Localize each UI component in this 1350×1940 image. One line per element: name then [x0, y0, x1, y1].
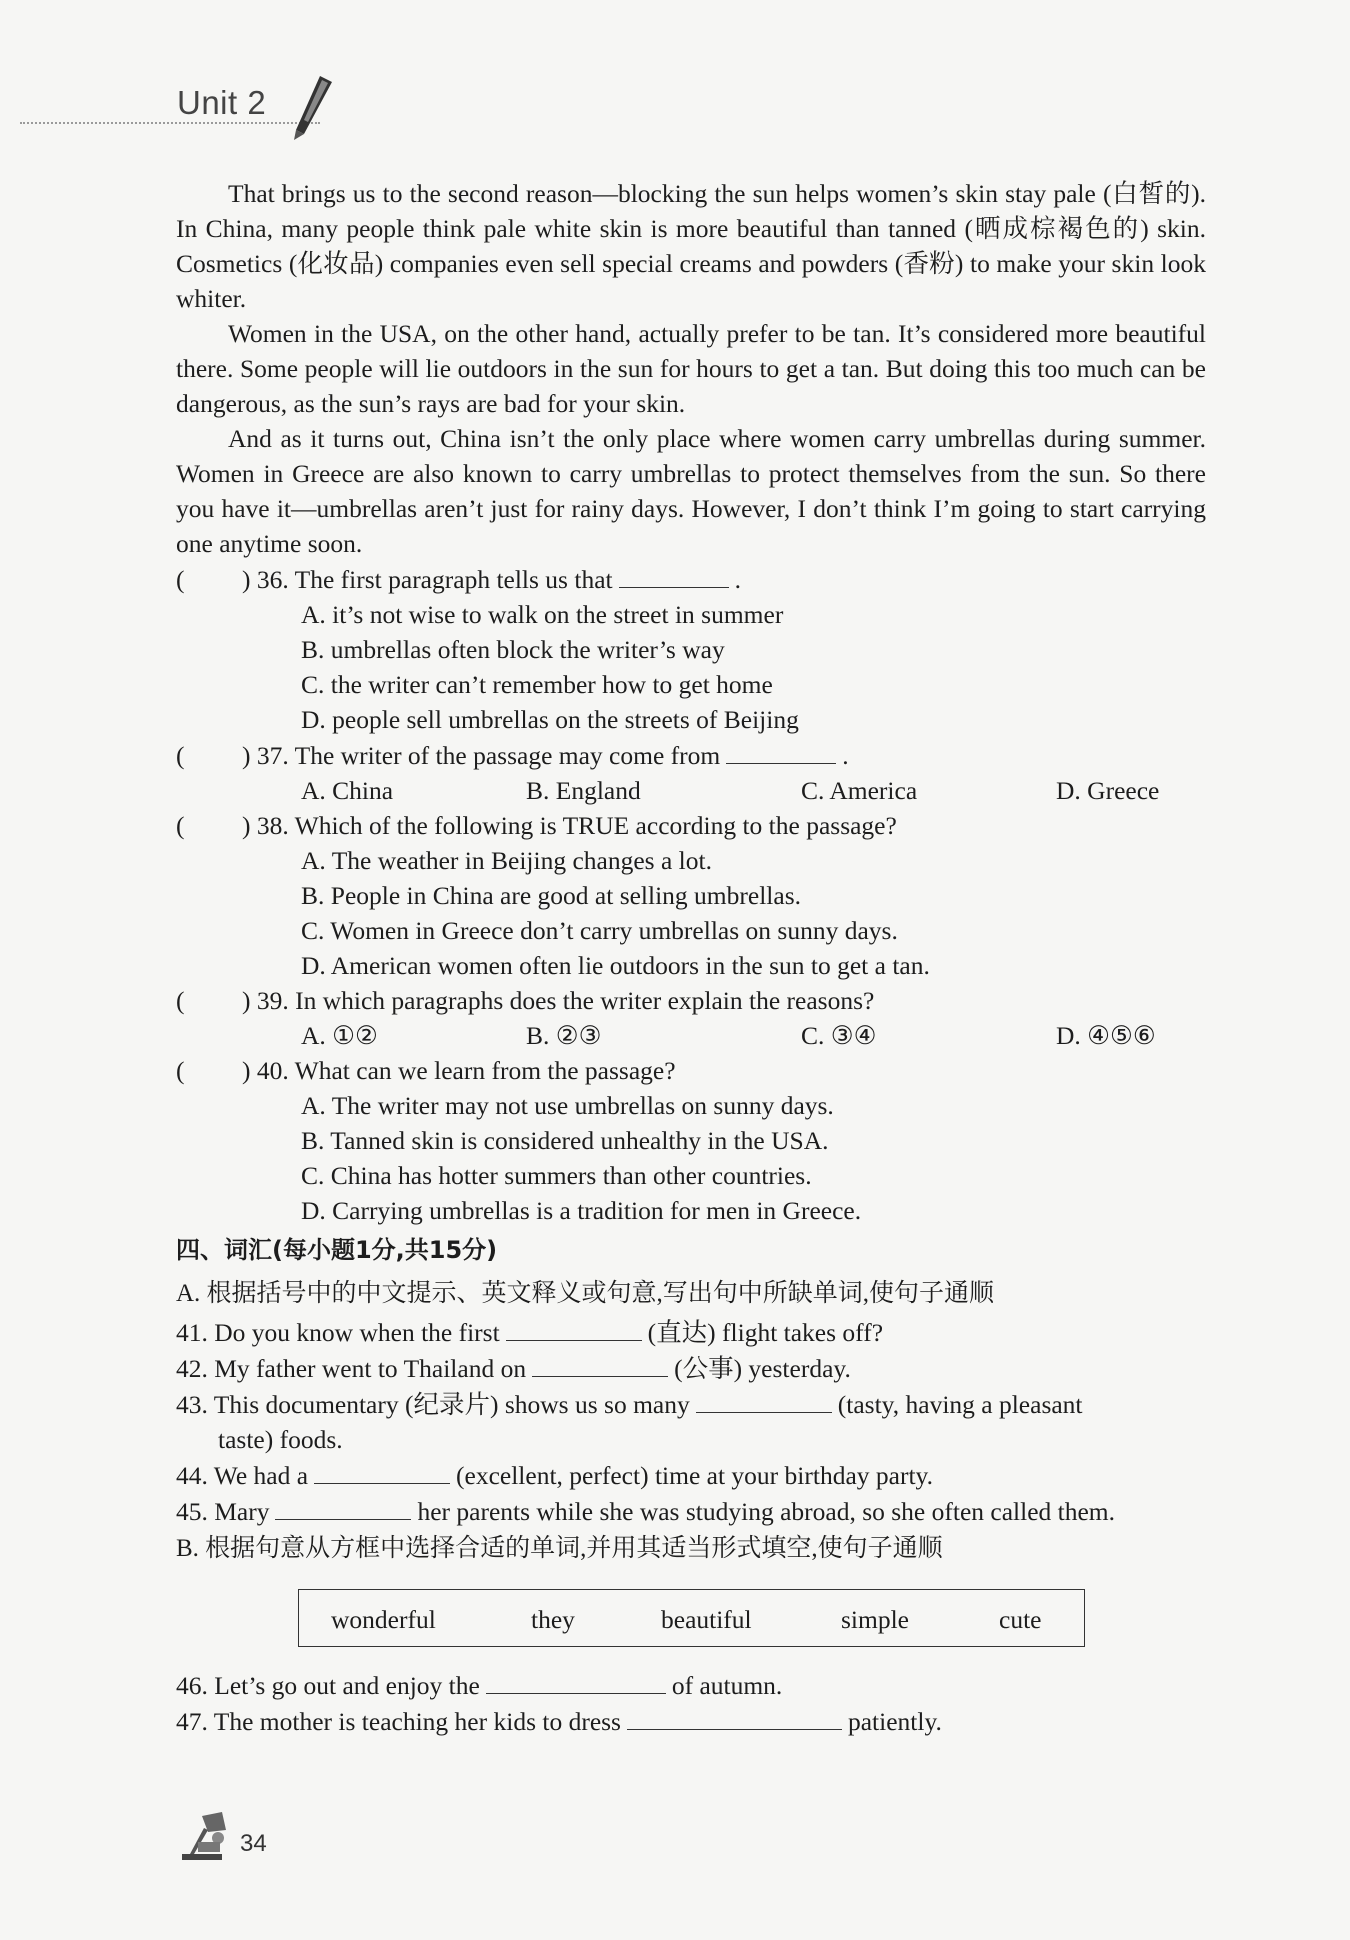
item-text: 42. My father went to Thailand on — [176, 1354, 527, 1383]
item-text: 43. This documentary (纪录片) shows us so many — [176, 1390, 690, 1419]
item-text: 46. Let’s go out and enjoy the — [176, 1671, 480, 1700]
part-a-instruction: A. 根据括号中的中文提示、英文释义或句意,写出句中所缺单词,使句子通顺 — [176, 1280, 995, 1307]
answer-bracket[interactable]: ( — [176, 741, 185, 770]
option: D. American women often lie outdoors in the sun to get a tan. — [301, 951, 930, 980]
item-text: 47. The mother is teaching her kids to dress — [176, 1707, 621, 1736]
section-title: 四、词汇(每小题1分,共15分) — [176, 1236, 498, 1264]
answer-blank[interactable] — [275, 1493, 411, 1520]
option: A. The weather in Beijing changes a lot. — [301, 846, 712, 875]
answer-bracket[interactable]: ( — [176, 565, 185, 594]
option: B. People in China are good at selling umbrellas. — [301, 881, 801, 910]
word-bank-item: cute — [999, 1605, 1042, 1634]
page-content — [176, 176, 1206, 1739]
page-number: 34 — [240, 1830, 267, 1857]
answer-bracket[interactable]: ( — [176, 811, 185, 840]
option: A. The writer may not use umbrellas on sunny days. — [301, 1091, 834, 1120]
stem-end: . — [842, 741, 849, 770]
item-text: 44. We had a — [176, 1461, 309, 1490]
item-44 — [176, 1457, 1206, 1493]
item-text: (excellent, perfect) time at your birthday party. — [456, 1461, 933, 1490]
word-bank-item: beautiful — [661, 1605, 752, 1634]
option-row — [176, 1018, 1206, 1053]
word-bank-box — [298, 1589, 1085, 1647]
option: D. people sell umbrellas on the streets of Beijing — [301, 705, 799, 734]
option: A. ①② — [301, 1021, 378, 1050]
option: C. America — [801, 776, 918, 805]
passage-paragraph: Women in the USA, on the other hand, actually prefer to be tan. It’s considered more beautiful there. Some people will lie outdoors in the sun for hours to get a tan. But doing this too much can be dangerous, as the sun’s rays are bad for your skin. — [176, 319, 1206, 418]
desk-lamp-icon — [178, 1808, 236, 1864]
option: C. China has hotter summers than other countries. — [301, 1161, 812, 1190]
item-text: of autumn. — [671, 1671, 783, 1700]
item-43-continued: taste) foods. — [218, 1425, 343, 1454]
item-text: 41. Do you know when the first — [176, 1318, 500, 1347]
option: B. umbrellas often block the writer’s way — [301, 635, 725, 664]
item-42 — [176, 1350, 1206, 1386]
option: C. the writer can’t remember how to get home — [301, 670, 773, 699]
option: A. it’s not wise to walk on the street in summer — [301, 600, 784, 629]
question-stem: ) 40. What can we learn from the passage? — [242, 1056, 676, 1085]
option: B. Tanned skin is considered unhealthy in the USA. — [301, 1126, 829, 1155]
question-38 — [176, 808, 1206, 843]
pen-icon — [282, 72, 342, 142]
question-39 — [176, 983, 1206, 1018]
word-bank-item: wonderful — [331, 1605, 436, 1634]
item-46 — [176, 1667, 1206, 1703]
option: C. Women in Greece don’t carry umbrellas on sunny days. — [301, 916, 898, 945]
item-text: 45. Mary — [176, 1497, 270, 1526]
part-b-instruction: B. 根据句意从方框中选择合适的单词,并用其适当形式填空,使句子通顺 — [176, 1535, 943, 1562]
question-stem: ) 38. Which of the following is TRUE according to the passage? — [242, 811, 897, 840]
option: B. England — [526, 776, 641, 805]
option: D. ④⑤⑥ — [1056, 1021, 1156, 1050]
page-footer — [178, 1808, 298, 1868]
question-stem: ) 39. In which paragraphs does the writer explain the reasons? — [242, 986, 875, 1015]
question-37 — [176, 737, 1206, 773]
item-text: (直达) flight takes off? — [647, 1318, 884, 1347]
item-text: patiently. — [847, 1707, 942, 1736]
answer-blank[interactable] — [619, 561, 729, 588]
option: A. China — [301, 776, 394, 805]
item-45 — [176, 1493, 1206, 1529]
option-row — [176, 773, 1206, 808]
word-bank-item: simple — [841, 1605, 909, 1634]
item-43 — [176, 1386, 1206, 1422]
answer-blank[interactable] — [486, 1667, 666, 1694]
item-text: (tasty, having a pleasant — [837, 1390, 1083, 1419]
item-47 — [176, 1703, 1206, 1739]
answer-blank[interactable] — [726, 737, 836, 764]
item-text: (公事) yesterday. — [674, 1354, 851, 1383]
option: C. ③④ — [801, 1021, 877, 1050]
option: B. ②③ — [526, 1021, 602, 1050]
item-41 — [176, 1314, 1206, 1350]
option: D. Carrying umbrellas is a tradition for men in Greece. — [301, 1196, 862, 1225]
passage-paragraph: And as it turns out, China isn’t the only place where women carry umbrellas during summer. Women in Greece are also known to carry umbrellas to protect themselves from the sun. So there you have it—umbrellas aren’t just for rainy days. However, I don’t think I’m going to start carrying one anytime soon. — [176, 424, 1206, 558]
question-40 — [176, 1053, 1206, 1088]
word-bank-item: they — [531, 1605, 575, 1634]
answer-bracket[interactable]: ( — [176, 986, 185, 1015]
passage-paragraph: That brings us to the second reason—blocking the sun helps women’s skin stay pale (白皙的). In China, many people think pale white skin is more beautiful than tanned (晒成棕褐色的) skin. Cosmetics (化妆品) companies even sell special creams and powders (香粉) to make your skin look whiter. — [176, 179, 1206, 313]
page-header — [20, 70, 580, 130]
option: D. Greece — [1056, 776, 1160, 805]
answer-bracket[interactable]: ( — [176, 1056, 185, 1085]
question-stem: ) 36. The first paragraph tells us that — [242, 565, 613, 594]
answer-blank[interactable] — [532, 1350, 668, 1377]
question-stem: ) 37. The writer of the passage may come from — [242, 741, 721, 770]
answer-blank[interactable] — [627, 1703, 842, 1730]
question-36 — [176, 561, 1206, 597]
answer-blank[interactable] — [696, 1386, 832, 1413]
stem-end: . — [734, 565, 741, 594]
header-divider — [20, 122, 320, 124]
item-text: her parents while she was studying abroad, so she often called them. — [417, 1497, 1115, 1526]
answer-blank[interactable] — [506, 1314, 642, 1341]
unit-title: Unit 2 — [177, 84, 267, 121]
answer-blank[interactable] — [314, 1457, 450, 1484]
